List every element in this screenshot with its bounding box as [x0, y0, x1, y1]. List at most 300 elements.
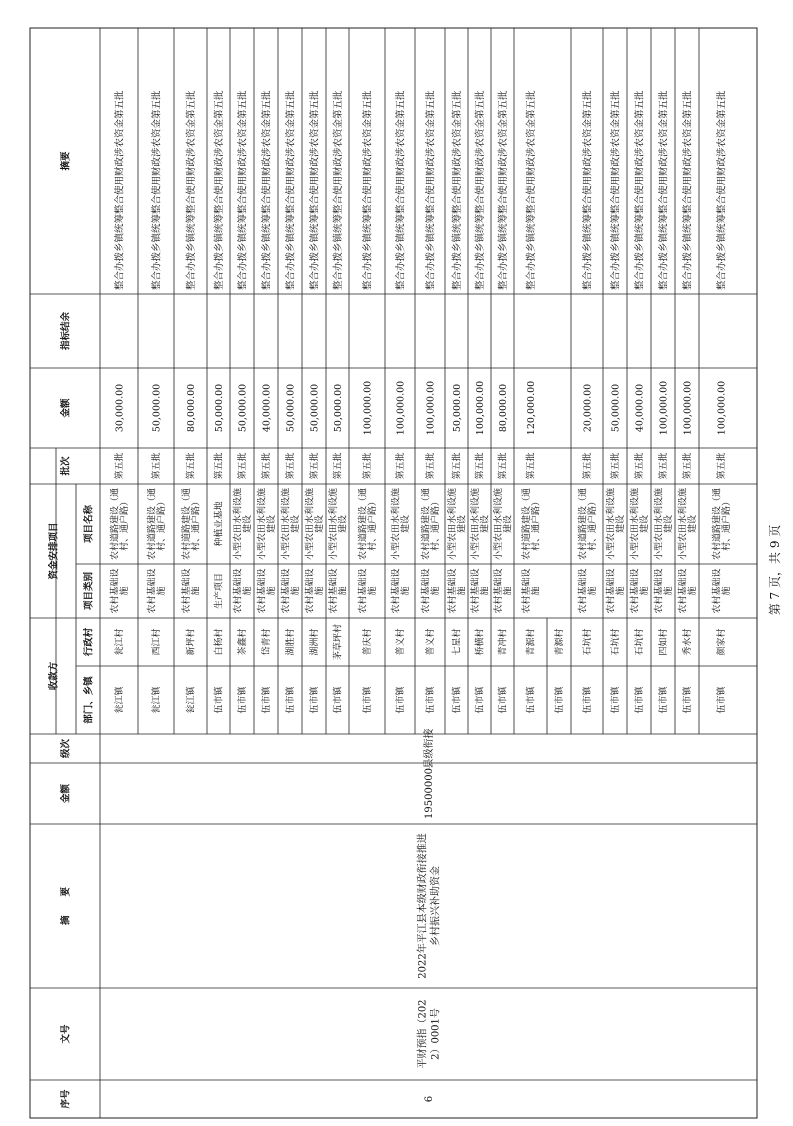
cell-village: [361, 628, 373, 655]
svg-text:秀水村: 秀水村: [683, 628, 694, 656]
cell-village: [633, 628, 645, 655]
svg-text:整合办拨乡镇统筹整合使用财政涉农资金第五批: 整合办拨乡镇统筹整合使用财政涉农资金第五批: [114, 90, 126, 290]
svg-text:50,000.00: 50,000.00: [610, 383, 622, 433]
svg-text:石坑村: 石坑村: [583, 628, 594, 656]
svg-text:50,000.00: 50,000.00: [285, 383, 297, 433]
cell-project-type: [419, 568, 441, 613]
svg-text:瓮江村: 瓮江村: [115, 628, 126, 656]
svg-text:文号: 文号: [60, 1024, 72, 1044]
cell-town: [308, 686, 320, 714]
cell-village: [113, 628, 125, 655]
svg-text:资金安排项目: 资金安排项目: [48, 522, 60, 580]
cell-amount: [582, 384, 593, 432]
cell-project-type: [327, 568, 349, 613]
cell-amount: [186, 384, 197, 432]
svg-text:伍市镇: 伍市镇: [717, 686, 728, 714]
cell-batch: [681, 452, 693, 479]
svg-text:小型农田水利设施建设: 小型农田水利设施建设: [470, 487, 491, 561]
cell-amount: [425, 381, 436, 435]
cell-village: [715, 628, 727, 655]
cell-level: [422, 729, 435, 769]
svg-text:收款方: 收款方: [48, 661, 60, 691]
cell-batch: [150, 452, 162, 479]
svg-text:100,000.00: 100,000.00: [658, 380, 670, 436]
svg-text:伍市镇: 伍市镇: [363, 686, 374, 714]
svg-text:瓮江镇: 瓮江镇: [115, 686, 126, 714]
header-project-name: [82, 505, 94, 544]
cell-record-summary: [416, 833, 442, 978]
svg-text:整合办拨乡镇统筹整合使用财政涉农资金第五批: 整合办拨乡镇统筹整合使用财政涉农资金第五批: [362, 90, 374, 290]
svg-text:农村基础设施: 农村基础设施: [358, 568, 378, 614]
cell-summary: [113, 90, 125, 290]
svg-text:整合办拨乡镇统筹整合使用财政涉农资金第五批: 整合办拨乡镇统筹整合使用财政涉农资金第五批: [716, 90, 728, 290]
svg-text:摘 要: 摘 要: [60, 886, 72, 926]
header-dept-town: [82, 675, 94, 724]
cell-project-type: [108, 568, 129, 613]
svg-text:农村基础设施: 农村基础设施: [521, 568, 542, 614]
cell-project-name: [255, 488, 277, 560]
cell-project-name: [231, 488, 253, 560]
header-doc-no: [59, 1024, 71, 1044]
page-number: [767, 525, 782, 616]
svg-text:100,000.00: 100,000.00: [474, 380, 486, 436]
cell-amount: [237, 384, 248, 432]
cell-summary: [497, 90, 509, 290]
svg-text:第五批: 第五批: [363, 452, 374, 480]
cell-project-name: [604, 488, 626, 560]
cell-project-name: [520, 488, 542, 560]
cell-batch: [609, 452, 621, 479]
svg-text:农村基础设施: 农村基础设施: [147, 568, 167, 614]
cell-project-type: [180, 568, 202, 613]
cell-town: [150, 686, 162, 714]
cell-project-type: [576, 568, 598, 613]
cell-village: [553, 628, 565, 655]
svg-text:平财预指（2022）0001号: 平财预指（202 2）0001号: [417, 999, 442, 1069]
svg-text:农村基础设施: 农村基础设施: [181, 568, 202, 614]
svg-text:农村道路建设（通村、通户路）: 农村道路建设（通村、通户路）: [147, 487, 167, 561]
cell-amount: [114, 384, 125, 432]
cell-amount: [285, 384, 296, 432]
cell-village: [394, 628, 406, 655]
cell-project-type: [145, 568, 167, 613]
header-batch: [59, 456, 71, 477]
svg-text:第五批: 第五批: [333, 452, 344, 480]
cell-summary: [715, 90, 727, 290]
svg-text:项目类别: 项目类别: [83, 571, 95, 611]
cell-town: [553, 686, 565, 714]
svg-text:第五批: 第五批: [452, 452, 463, 480]
svg-text:岱青村: 岱青村: [262, 628, 273, 656]
cell-project-name: [327, 488, 349, 560]
cell-summary: [260, 90, 272, 290]
svg-text:伍市镇: 伍市镇: [286, 686, 297, 714]
cell-summary: [150, 90, 162, 290]
cell-batch: [451, 452, 463, 479]
svg-text:整合办拨乡镇统筹整合使用财政涉农资金第五批: 整合办拨乡镇统筹整合使用财政涉农资金第五批: [582, 90, 594, 290]
cell-project-name: [356, 488, 378, 560]
cell-project-name: [389, 488, 411, 560]
svg-text:指标结余: 指标结余: [60, 311, 72, 351]
header-fund-project: [47, 522, 59, 579]
svg-text:茶鑫村: 茶鑫村: [238, 628, 249, 656]
svg-text:50,000.00: 50,000.00: [451, 383, 463, 433]
svg-text:小型农田水利设施建设: 小型农田水利设施建设: [493, 487, 514, 561]
svg-text:50,000.00: 50,000.00: [309, 383, 321, 433]
svg-text:级次: 级次: [60, 738, 72, 759]
cell-project-type: [356, 568, 378, 613]
svg-text:第五批: 第五批: [659, 452, 670, 480]
cell-project-type: [710, 568, 732, 613]
svg-text:伍市镇: 伍市镇: [333, 686, 344, 714]
cell-summary: [394, 90, 406, 290]
svg-text:第五批: 第五批: [396, 452, 407, 480]
cell-summary: [474, 90, 486, 290]
cell-amount: [452, 384, 463, 432]
svg-text:整合办拨乡镇统筹整合使用财政涉农资金第五批: 整合办拨乡镇统筹整合使用财政涉农资金第五批: [395, 90, 407, 290]
svg-text:小型农田水利设施建设: 小型农田水利设施建设: [305, 487, 325, 561]
cell-project-name: [145, 488, 167, 560]
svg-text:七星村: 七星村: [452, 628, 463, 656]
cell-summary: [308, 90, 320, 290]
svg-text:伍市镇: 伍市镇: [262, 686, 273, 714]
svg-text:农村基础设施: 农村基础设施: [328, 568, 349, 614]
svg-text:整合办拨乡镇统筹整合使用财政涉农资金第五批: 整合办拨乡镇统筹整合使用财政涉农资金第五批: [525, 90, 537, 290]
svg-text:青源村: 青源村: [555, 628, 566, 656]
cell-village: [260, 628, 272, 655]
svg-text:茅草坪村: 茅草坪村: [333, 623, 344, 661]
svg-text:整合办拨乡镇统筹整合使用财政涉农资金第五批: 整合办拨乡镇统筹整合使用财政涉农资金第五批: [634, 90, 646, 290]
cell-amount: [682, 381, 693, 435]
cell-amount: [475, 381, 486, 435]
svg-text:6: 6: [424, 1095, 435, 1103]
svg-text:青源村: 青源村: [526, 628, 537, 656]
svg-text:序号: 序号: [60, 1089, 72, 1109]
cell-project-name: [303, 488, 325, 560]
cell-amount: [395, 381, 406, 435]
svg-text:整合办拨乡镇统筹整合使用财政涉农资金第五批: 整合办拨乡镇统筹整合使用财政涉农资金第五批: [658, 90, 670, 290]
svg-text:50,000.00: 50,000.00: [151, 383, 163, 433]
cell-amount: [716, 381, 727, 435]
cell-summary: [609, 90, 621, 290]
svg-text:四如村: 四如村: [659, 628, 670, 656]
svg-text:桥横村: 桥横村: [475, 628, 486, 656]
svg-text:农村基础设施: 农村基础设施: [654, 568, 674, 614]
svg-text:第五批: 第五批: [475, 452, 486, 480]
svg-text:农村基础设施: 农村基础设施: [470, 568, 491, 614]
svg-text:整合办拨乡镇统筹整合使用财政涉农资金第五批: 整合办拨乡镇统筹整合使用财政涉农资金第五批: [451, 90, 463, 290]
cell-summary: [284, 90, 296, 290]
cell-summary: [332, 90, 344, 290]
cell-summary: [236, 90, 248, 290]
svg-text:青冲村: 青冲村: [498, 628, 509, 656]
svg-text:项目名称: 项目名称: [83, 504, 95, 544]
svg-text:农村道路建设（通村、通户路）: 农村道路建设（通村、通户路）: [358, 487, 378, 561]
cell-town: [715, 686, 727, 714]
cell-summary: [633, 90, 645, 290]
svg-text:100,000.00: 100,000.00: [716, 380, 728, 436]
svg-text:第 7 页，共 9 页: 第 7 页，共 9 页: [768, 524, 782, 616]
cell-summary: [581, 90, 593, 290]
svg-text:整合办拨乡镇统筹整合使用财政涉农资金第五批: 整合办拨乡镇统筹整合使用财政涉农资金第五批: [261, 90, 273, 290]
cell-project-name: [676, 488, 698, 560]
cell-town: [213, 686, 225, 714]
svg-text:第五批: 第五批: [583, 452, 594, 480]
svg-text:整合办拨乡镇统筹整合使用财政涉农资金第五批: 整合办拨乡镇统筹整合使用财政涉农资金第五批: [285, 90, 297, 290]
page-footer: [755, 470, 793, 670]
svg-text:小型农田水利设施建设: 小型农田水利设施建设: [257, 487, 277, 561]
cell-town: [657, 686, 669, 714]
svg-text:100,000.00: 100,000.00: [682, 380, 694, 436]
svg-text:第五批: 第五批: [526, 452, 537, 480]
svg-text:整合办拨乡镇统筹整合使用财政涉农资金第五批: 整合办拨乡镇统筹整合使用财政涉农资金第五批: [151, 90, 163, 290]
svg-text:农村基础设施: 农村基础设施: [678, 568, 698, 614]
svg-text:第五批: 第五批: [152, 452, 163, 480]
svg-text:白杨村: 白杨村: [214, 628, 225, 656]
cell-town: [633, 686, 645, 714]
svg-text:小型农田水利设施建设: 小型农田水利设施建设: [606, 487, 626, 561]
cell-project-type: [652, 568, 674, 613]
cell-town: [451, 686, 463, 714]
svg-text:40,000.00: 40,000.00: [261, 383, 273, 433]
cell-village: [185, 628, 197, 655]
svg-text:农村基础设施: 农村基础设施: [257, 568, 277, 614]
svg-text:第五批: 第五批: [426, 452, 437, 480]
svg-text:第五批: 第五批: [310, 452, 321, 480]
svg-text:伍市镇: 伍市镇: [635, 686, 646, 714]
cell-amount: [658, 381, 669, 435]
svg-text:整合办拨乡镇统筹整合使用财政涉农资金第五批: 整合办拨乡镇统筹整合使用财政涉农资金第五批: [474, 90, 486, 290]
cell-batch: [424, 452, 436, 479]
svg-text:农村基础设施: 农村基础设施: [421, 568, 441, 614]
cell-project-type: [213, 573, 225, 609]
header-summary: [59, 151, 71, 172]
cell-summary: [424, 90, 436, 290]
header-seq: [59, 1089, 71, 1109]
svg-text:农村基础设施: 农村基础设施: [578, 568, 598, 614]
cell-town: [284, 686, 296, 714]
svg-text:100,000.00: 100,000.00: [395, 380, 407, 436]
cell-amount: [610, 384, 621, 432]
cell-village: [681, 628, 693, 655]
cell-village: [474, 628, 486, 655]
svg-text:小型农田水利设施建设: 小型农田水利设施建设: [391, 487, 411, 561]
cell-town: [185, 686, 197, 714]
svg-text:伍市镇: 伍市镇: [238, 686, 249, 714]
cell-village: [657, 628, 669, 655]
cell-summary: [361, 90, 373, 290]
svg-text:农村基础设施: 农村基础设施: [493, 568, 514, 614]
cell-village: [525, 628, 537, 655]
svg-text:县级衔接: 县级衔接: [424, 728, 435, 769]
svg-text:农村道路建设（通村、通户路）: 农村道路建设（通村、通户路）: [521, 487, 542, 561]
cell-project-name: [710, 488, 732, 560]
svg-text:农村基础设施: 农村基础设施: [630, 568, 650, 614]
svg-text:伍市镇: 伍市镇: [659, 686, 670, 714]
svg-text:整合办拨乡镇统筹整合使用财政涉农资金第五批: 整合办拨乡镇统筹整合使用财政涉农资金第五批: [332, 90, 344, 290]
cell-project-name: [180, 488, 202, 560]
svg-text:伍市镇: 伍市镇: [310, 686, 321, 714]
cell-batch: [260, 452, 272, 479]
header-summary-left: [59, 887, 71, 927]
svg-text:农村道路建设（通村、通户路）: 农村道路建设（通村、通户路）: [578, 487, 598, 561]
cell-town: [236, 686, 248, 714]
svg-text:整合办拨乡镇统筹整合使用财政涉农资金第五批: 整合办拨乡镇统筹整合使用财政涉农资金第五批: [425, 90, 437, 290]
cell-village: [150, 628, 162, 655]
svg-text:摘要: 摘要: [60, 151, 72, 171]
svg-text:19500000: 19500000: [424, 768, 435, 819]
svg-text:80,000.00: 80,000.00: [497, 383, 509, 433]
svg-text:2022年平江县本级财政衔接推进乡村振兴补助资金: 2022年平江县本级财政衔接推进 乡村振兴补助资金: [417, 833, 442, 979]
cell-project-type: [231, 568, 253, 613]
svg-text:50,000.00: 50,000.00: [213, 383, 225, 433]
cell-project-type: [628, 568, 650, 613]
svg-text:伍市镇: 伍市镇: [452, 686, 463, 714]
svg-text:新坪村: 新坪村: [186, 628, 197, 656]
cell-project-name: [469, 488, 491, 560]
svg-text:整合办拨乡镇统筹整合使用财政涉农资金第五批: 整合办拨乡镇统筹整合使用财政涉农资金第五批: [610, 90, 622, 290]
cell-project-type: [676, 568, 698, 613]
cell-summary: [657, 90, 669, 290]
svg-text:批次: 批次: [60, 456, 72, 476]
svg-text:伍市镇: 伍市镇: [214, 686, 225, 714]
svg-text:第五批: 第五批: [635, 452, 646, 480]
svg-text:农村道路建设（通村、通户路）: 农村道路建设（通村、通户路）: [110, 487, 130, 561]
svg-text:颜家村: 颜家村: [717, 628, 728, 656]
cell-batch: [525, 452, 537, 479]
svg-text:小型农田水利设施建设: 小型农田水利设施建设: [678, 487, 698, 561]
cell-town: [581, 686, 593, 714]
svg-text:第五批: 第五批: [214, 452, 225, 480]
header-village: [82, 627, 94, 656]
cell-project-type: [389, 568, 411, 613]
cell-batch: [497, 452, 509, 479]
cell-village: [213, 628, 225, 655]
cell-batch: [394, 452, 406, 479]
svg-text:第五批: 第五批: [717, 452, 728, 480]
cell-project-name: [419, 488, 441, 560]
cell-summary: [525, 90, 537, 290]
cell-doc-no: [416, 999, 442, 1068]
cell-project-type: [303, 568, 325, 613]
cell-batch: [185, 452, 197, 479]
header-level: [59, 739, 71, 759]
cell-batch: [361, 452, 373, 479]
svg-text:整合办拨乡镇统筹整合使用财政涉农资金第五批: 整合办拨乡镇统筹整合使用财政涉农资金第五批: [682, 90, 694, 290]
cell-batch: [284, 452, 296, 479]
svg-text:小型农田水利设施建设: 小型农田水利设施建设: [630, 487, 650, 561]
svg-text:农村基础设施: 农村基础设施: [606, 568, 626, 614]
cell-project-name: [576, 488, 598, 560]
svg-text:第五批: 第五批: [286, 452, 297, 480]
cell-project-name: [279, 488, 301, 560]
svg-text:伍市镇: 伍市镇: [583, 686, 594, 714]
cell-project-type: [520, 568, 542, 613]
svg-text:农村基础设施: 农村基础设施: [305, 568, 325, 614]
svg-text:伍市镇: 伍市镇: [498, 686, 509, 714]
svg-text:农村基础设施: 农村基础设施: [447, 568, 468, 614]
svg-text:农村基础设施: 农村基础设施: [712, 568, 732, 614]
cell-batch: [581, 452, 593, 479]
svg-text:小型农田水利设施建设: 小型农田水利设施建设: [328, 487, 349, 561]
cell-village: [497, 628, 509, 655]
svg-text:普义村: 普义村: [426, 628, 437, 656]
svg-text:伍市镇: 伍市镇: [475, 686, 486, 714]
svg-text:农村道路建设（通村、通户路）: 农村道路建设（通村、通户路）: [181, 487, 202, 561]
svg-text:20,000.00: 20,000.00: [582, 383, 594, 433]
cell-amount: [362, 381, 373, 435]
cell-record-amount: [424, 768, 435, 819]
svg-text:100,000.00: 100,000.00: [425, 380, 437, 436]
header-amount: [59, 784, 71, 804]
cell-town: [497, 686, 509, 714]
svg-text:50,000.00: 50,000.00: [332, 383, 344, 433]
svg-text:整合办拨乡镇统筹整合使用财政涉农资金第五批: 整合办拨乡镇统筹整合使用财政涉农资金第五批: [309, 90, 321, 290]
cell-summary: [185, 90, 197, 290]
cell-batch: [633, 452, 645, 479]
cell-batch: [213, 452, 225, 479]
svg-text:第五批: 第五批: [262, 452, 273, 480]
svg-text:30,000.00: 30,000.00: [114, 383, 126, 433]
svg-text:金额: 金额: [60, 398, 72, 418]
cell-project-type: [604, 568, 626, 613]
cell-summary: [681, 90, 693, 290]
cell-village: [308, 628, 320, 655]
cell-village: [284, 628, 296, 655]
cell-amount: [151, 384, 162, 432]
cell-project-name: [652, 488, 674, 560]
cell-village: [332, 624, 344, 660]
cell-batch: [308, 452, 320, 479]
cell-project-name: [108, 488, 129, 560]
cell-summary: [213, 90, 225, 290]
svg-text:农村基础设施: 农村基础设施: [281, 568, 301, 614]
cell-batch: [474, 452, 486, 479]
svg-text:普义村: 普义村: [396, 628, 407, 656]
cell-village: [451, 628, 463, 655]
svg-text:40,000.00: 40,000.00: [634, 383, 646, 433]
svg-text:部门、乡镇: 部门、乡镇: [83, 676, 95, 724]
cell-amount: [261, 384, 272, 432]
svg-text:农村基础设施: 农村基础设施: [391, 568, 411, 614]
svg-text:120,000.00: 120,000.00: [525, 380, 537, 436]
svg-text:瓮江镇: 瓮江镇: [152, 686, 163, 714]
cell-batch: [113, 452, 125, 479]
cell-village: [609, 628, 621, 655]
svg-text:普庆村: 普庆村: [363, 628, 374, 656]
cell-village: [424, 628, 436, 655]
svg-text:整合办拨乡镇统筹整合使用财政涉农资金第五批: 整合办拨乡镇统筹整合使用财政涉农资金第五批: [237, 90, 249, 290]
svg-text:农村道路建设（通村、通户路）: 农村道路建设（通村、通户路）: [421, 487, 441, 561]
svg-text:金额: 金额: [60, 783, 72, 804]
cell-project-type: [279, 568, 301, 613]
svg-text:整合办拨乡镇统筹整合使用财政涉农资金第五批: 整合办拨乡镇统筹整合使用财政涉农资金第五批: [497, 90, 509, 290]
cell-amount: [498, 384, 509, 432]
svg-text:小型农田水利设施建设: 小型农田水利设施建设: [281, 487, 301, 561]
header-project-type: [82, 572, 94, 611]
svg-text:农村道路建设（通村、通户路）: 农村道路建设（通村、通户路）: [712, 487, 732, 561]
cell-amount: [634, 384, 645, 432]
cell-project-type: [492, 568, 514, 613]
cell-village: [236, 628, 248, 655]
cell-project-type: [446, 568, 468, 613]
cell-project-name: [446, 488, 468, 560]
cell-project-name: [628, 488, 650, 560]
svg-text:小型农田水利设施建设: 小型农田水利设施建设: [233, 487, 253, 561]
header-recipient: [47, 661, 59, 690]
svg-text:石坑村: 石坑村: [635, 628, 646, 656]
svg-text:小型农田水利设施建设: 小型农田水利设施建设: [654, 487, 674, 561]
